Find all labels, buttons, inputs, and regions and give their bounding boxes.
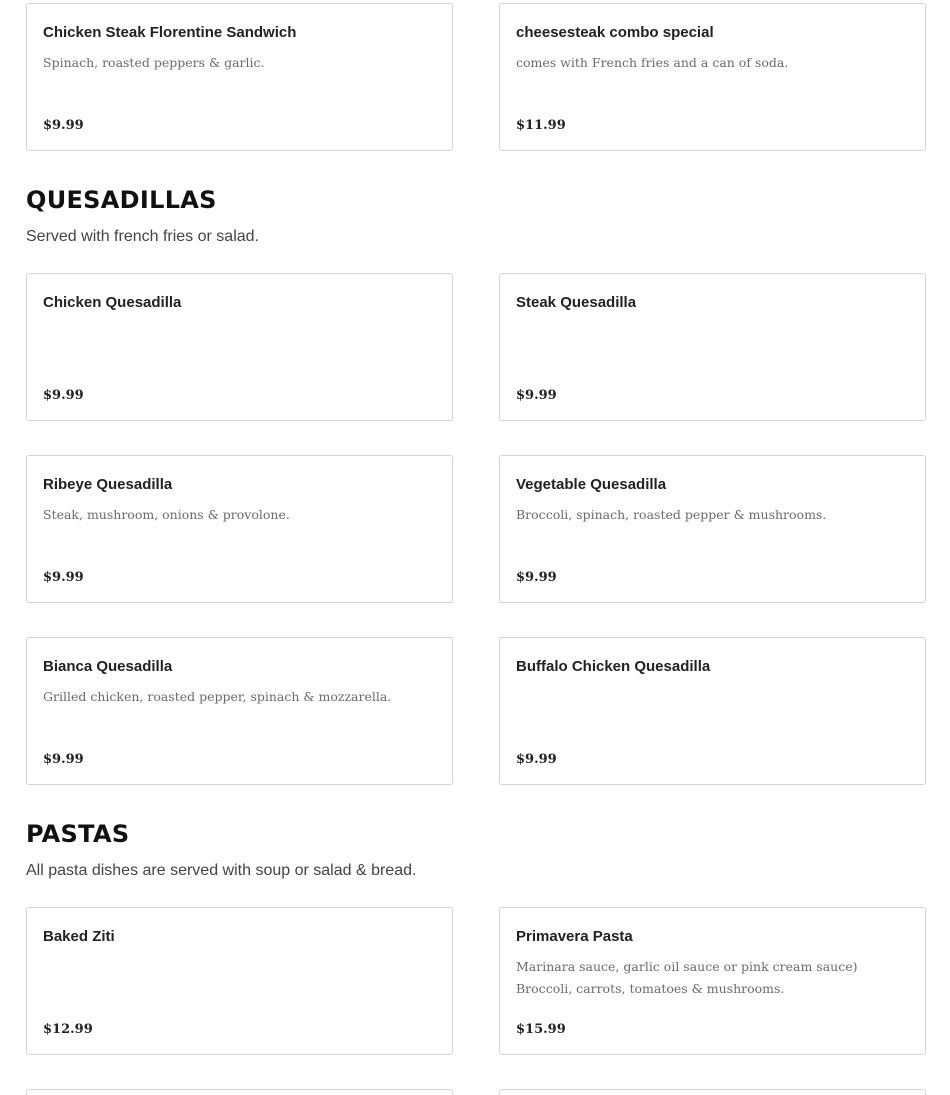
menu-item-name: Vegetable Quesadilla (516, 476, 667, 493)
menu-item-card[interactable] (499, 273, 926, 421)
menu-item-price: $12.99 (43, 1022, 93, 1037)
menu-item-description: Grilled chicken, roasted pepper, spinach & mozzarella. (43, 689, 392, 704)
menu-item-price: $9.99 (43, 752, 84, 767)
menu-item-name: Buffalo Chicken Quesadilla (516, 658, 711, 675)
menu-item-card[interactable] (26, 273, 453, 421)
menu-item-card[interactable] (26, 637, 453, 785)
menu-item-name: Ribeye Quesadilla (43, 476, 173, 493)
menu-item-description: Marinara sauce, garlic oil sauce or pink cream sauce) Broccoli, carrots, tomatoes & mushrooms. (516, 959, 858, 996)
menu-item-description: Steak, mushroom, onions & provolone. (43, 507, 290, 522)
menu-item-card[interactable] (26, 907, 453, 1055)
menu-item-card-partial[interactable] (499, 1089, 926, 1095)
menu-item-price: $9.99 (516, 752, 557, 767)
menu-item-name: cheesesteak combo special (516, 24, 714, 41)
menu-item-description: Broccoli, spinach, roasted pepper & mushrooms. (516, 507, 827, 522)
menu-item-name: Bianca Quesadilla (43, 658, 173, 675)
menu-item-card[interactable] (26, 455, 453, 603)
menu-item-description: Spinach, roasted peppers & garlic. (43, 55, 265, 70)
section-title-pastas: PASTAS (26, 820, 130, 848)
menu-item-price: $11.99 (516, 118, 566, 133)
menu-item-card[interactable] (499, 637, 926, 785)
menu-item-card[interactable] (499, 3, 926, 151)
menu-item-price: $9.99 (43, 570, 84, 585)
menu-item-price: $9.99 (516, 570, 557, 585)
menu-item-price: $9.99 (516, 388, 557, 403)
menu-item-name: Baked Ziti (43, 928, 115, 945)
menu-item-price: $9.99 (43, 118, 84, 133)
menu-item-name: Primavera Pasta (516, 928, 633, 945)
section-subtitle-pastas: All pasta dishes are served with soup or salad & bread. (26, 862, 417, 879)
section-subtitle-quesadillas: Served with french fries or salad. (26, 228, 259, 245)
menu-item-card[interactable] (26, 3, 453, 151)
menu-item-price: $15.99 (516, 1022, 566, 1037)
menu-item-description: comes with French fries and a can of soda. (516, 55, 789, 70)
menu-item-card-partial[interactable] (26, 1089, 453, 1095)
menu-item-name: Chicken Quesadilla (43, 294, 182, 311)
menu-item-name: Chicken Steak Florentine Sandwich (43, 24, 297, 41)
menu-item-name: Steak Quesadilla (516, 294, 637, 311)
menu-item-card[interactable] (499, 455, 926, 603)
menu-item-card[interactable] (499, 907, 926, 1055)
menu-item-price: $9.99 (43, 388, 84, 403)
section-title-quesadillas: QUESADILLAS (26, 186, 217, 214)
